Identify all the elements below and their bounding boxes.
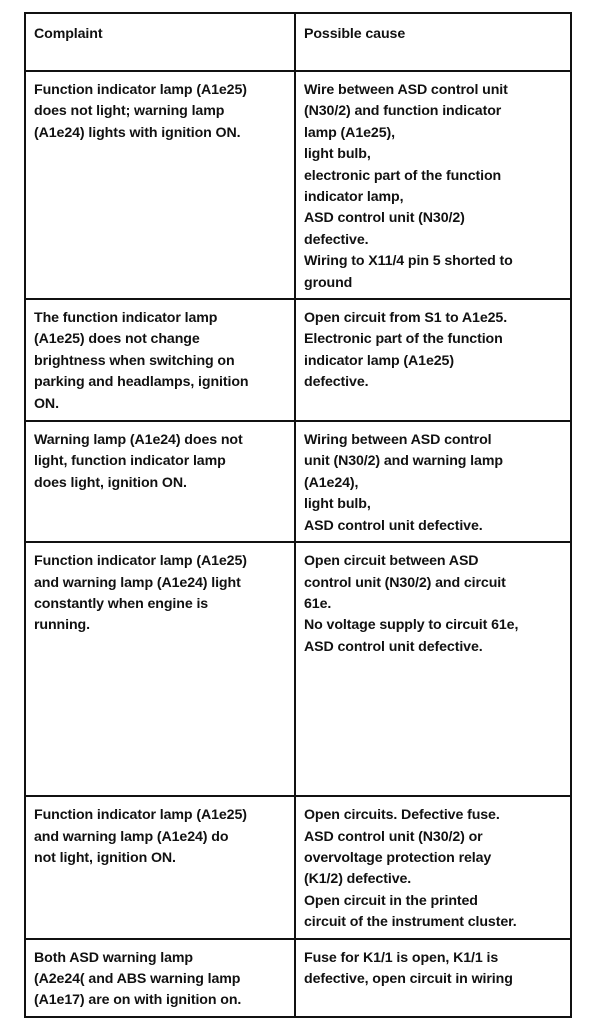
cause-cell: Open circuit between ASD control unit (N30/2) and circuit 61e. No voltage supply to circuit 61e, ASD control unit defective.: [295, 542, 571, 796]
complaint-cell: Warning lamp (A1e24) does not light, function indicator lamp does light, ignition ON.: [25, 421, 295, 542]
complaint-cell: Function indicator lamp (A1e25) does not light; warning lamp (A1e24) lights with ignition ON.: [25, 71, 295, 299]
complaint-cell: Function indicator lamp (A1e25) and warning lamp (A1e24) do not light, ignition ON.: [25, 796, 295, 938]
troubleshooting-table: [24, 12, 572, 1018]
complaint-cell: Function indicator lamp (A1e25) and warning lamp (A1e24) light constantly when engine is running.: [25, 542, 295, 796]
cause-cell: Wiring between ASD control unit (N30/2) and warning lamp (A1e24), light bulb, ASD control unit defective.: [295, 421, 571, 542]
complaint-cell: The function indicator lamp (A1e25) does not change brightness when switching on parking and headlamps, ignition ON.: [25, 299, 295, 421]
table-row: [25, 796, 571, 938]
table-row: [25, 421, 571, 542]
troubleshooting-sheet: [24, 12, 570, 1010]
table-row: [25, 71, 571, 299]
header-complaint: Complaint: [25, 13, 295, 71]
complaint-cell: Both ASD warning lamp (A2e24( and ABS warning lamp (A1e17) are on with ignition on.: [25, 939, 295, 1017]
cause-cell: Open circuit from S1 to A1e25. Electronic part of the function indicator lamp (A1e25) defective.: [295, 299, 571, 421]
table-row: [25, 542, 571, 796]
table-header-row: [25, 13, 571, 71]
table-row: [25, 299, 571, 421]
cause-cell: Wire between ASD control unit (N30/2) and function indicator lamp (A1e25), light bulb, electronic part of the function indicator lamp, ASD control unit (N30/2) defective. Wiring to X11/4 pin 5 shorted to ground: [295, 71, 571, 299]
cause-cell: Fuse for K1/1 is open, K1/1 is defective, open circuit in wiring: [295, 939, 571, 1017]
header-possible-cause: Possible cause: [295, 13, 571, 71]
table-row: [25, 939, 571, 1017]
cause-cell: Open circuits. Defective fuse. ASD control unit (N30/2) or overvoltage protection relay (K1/2) defective. Open circuit in the printed circuit of the instrument cluster.: [295, 796, 571, 938]
